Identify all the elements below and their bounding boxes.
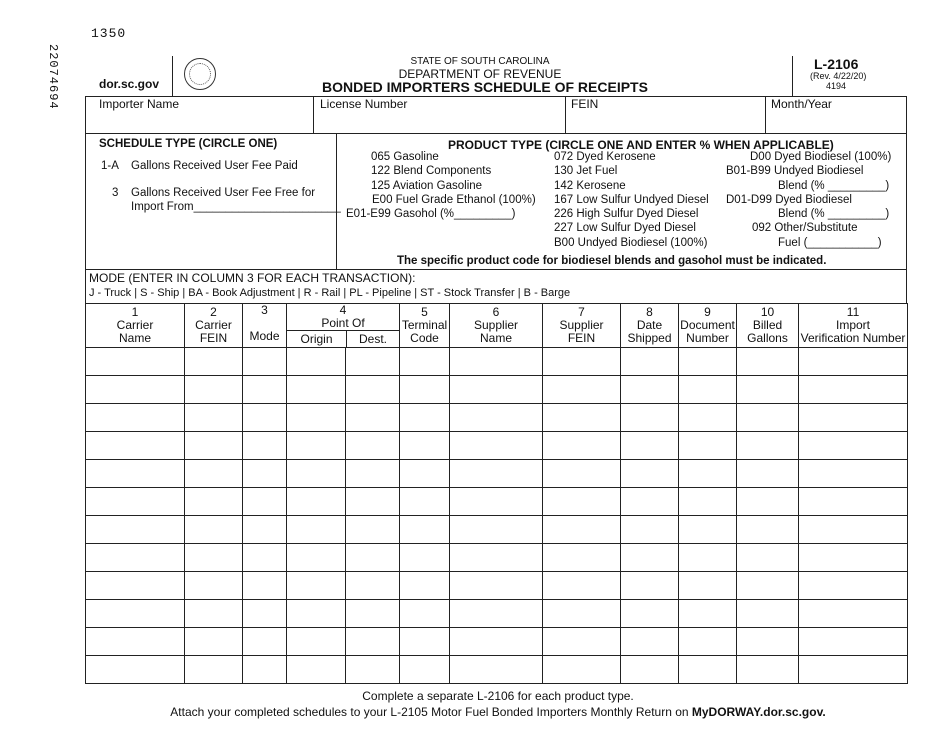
table-cell-input[interactable] <box>243 572 287 600</box>
table-cell-input[interactable] <box>287 432 346 460</box>
table-cell-input[interactable] <box>185 516 243 544</box>
table-cell-input[interactable] <box>679 600 737 628</box>
table-cell-input[interactable] <box>346 460 400 488</box>
product-d00[interactable]: D00 Dyed Biodiesel (100%) <box>750 151 892 163</box>
table-cell-input[interactable] <box>737 628 799 656</box>
table-cell-input[interactable] <box>450 432 543 460</box>
table-cell-input[interactable] <box>450 348 543 376</box>
table-cell-input[interactable] <box>287 572 346 600</box>
table-cell-input[interactable] <box>400 628 450 656</box>
table-row <box>86 460 908 488</box>
table-cell-input[interactable] <box>185 544 243 572</box>
product-122[interactable]: 122 Blend Components <box>371 165 492 177</box>
table-cell-input[interactable] <box>679 628 737 656</box>
table-cell-input[interactable] <box>86 572 185 600</box>
table-cell-input[interactable] <box>450 488 543 516</box>
table-cell-input[interactable] <box>185 376 243 404</box>
table-cell-input[interactable] <box>243 516 287 544</box>
product-e01-e99[interactable]: E01-E99 Gasohol (%_________) <box>346 208 516 220</box>
table-cell-input[interactable] <box>799 600 908 628</box>
form-id: L-2106 <box>814 56 859 72</box>
product-b00[interactable]: B00 Undyed Biodiesel (100%) <box>554 237 708 249</box>
table-cell-input[interactable] <box>185 628 243 656</box>
table-cell-input[interactable] <box>737 404 799 432</box>
month-year-field[interactable]: Month/Year <box>771 97 832 111</box>
table-cell-input[interactable] <box>543 656 621 684</box>
table-cell-input[interactable] <box>799 488 908 516</box>
barcode-number: 22074694 <box>46 44 60 110</box>
product-b01-b99[interactable]: B01-B99 Undyed Biodiesel <box>726 165 864 177</box>
table-cell-input[interactable] <box>543 460 621 488</box>
table-cell-input[interactable] <box>86 376 185 404</box>
table-cell-input[interactable] <box>621 488 679 516</box>
table-cell-input[interactable] <box>86 432 185 460</box>
table-cell-input[interactable] <box>400 376 450 404</box>
col-point-of-header: 4 Point Of Origin Dest. <box>287 304 400 348</box>
table-cell-input[interactable] <box>86 544 185 572</box>
product-226[interactable]: 226 High Sulfur Dyed Diesel <box>554 208 699 220</box>
table-row <box>86 404 908 432</box>
table-cell-input[interactable] <box>400 488 450 516</box>
product-092[interactable]: 092 Other/Substitute <box>752 222 858 234</box>
table-cell-input[interactable] <box>243 376 287 404</box>
table-cell-input[interactable] <box>86 488 185 516</box>
receipts-table <box>85 303 908 684</box>
table-cell-input[interactable] <box>243 404 287 432</box>
mode-heading: MODE (ENTER IN COLUMN 3 FOR EACH TRANSACTION): <box>89 271 416 285</box>
table-cell-input[interactable] <box>243 488 287 516</box>
table-cell-input[interactable] <box>287 460 346 488</box>
table-cell-input[interactable] <box>737 600 799 628</box>
table-cell-input[interactable] <box>346 600 400 628</box>
table-cell-input[interactable] <box>86 516 185 544</box>
table-cell-input[interactable] <box>185 488 243 516</box>
table-row <box>86 656 908 684</box>
schedule-opt2-import-from[interactable]: Import From_______________________ <box>131 201 341 213</box>
table-cell-input[interactable] <box>737 376 799 404</box>
table-cell-input[interactable] <box>799 404 908 432</box>
table-cell-input[interactable] <box>679 348 737 376</box>
table-cell-input[interactable] <box>346 488 400 516</box>
table-cell-input[interactable] <box>621 376 679 404</box>
table-cell-input[interactable] <box>287 600 346 628</box>
table-cell-input[interactable] <box>346 544 400 572</box>
table-cell-input[interactable] <box>621 404 679 432</box>
table-cell-input[interactable] <box>346 516 400 544</box>
table-cell-input[interactable] <box>679 516 737 544</box>
table-cell-input[interactable] <box>543 488 621 516</box>
table-cell-input[interactable] <box>346 572 400 600</box>
table-cell-input[interactable] <box>450 404 543 432</box>
table-cell-input[interactable] <box>621 544 679 572</box>
table-cell-input[interactable] <box>86 656 185 684</box>
col-supplier-name-header: 6 Supplier Name <box>450 304 543 348</box>
table-cell-input[interactable] <box>346 404 400 432</box>
table-cell-input[interactable] <box>185 348 243 376</box>
table-cell-input[interactable] <box>621 572 679 600</box>
state-name: STATE OF SOUTH CAROLINA <box>410 56 550 67</box>
table-cell-input[interactable] <box>737 488 799 516</box>
col-document-number-header: 9 Document Number <box>679 304 737 348</box>
product-e00[interactable]: E00 Fuel Grade Ethanol (100%) <box>372 194 536 206</box>
table-cell-input[interactable] <box>450 572 543 600</box>
table-cell-input[interactable] <box>185 656 243 684</box>
mydorway-link[interactable]: MyDORWAY.dor.sc.gov. <box>691 705 826 719</box>
table-cell-input[interactable] <box>679 656 737 684</box>
table-cell-input[interactable] <box>799 516 908 544</box>
table-cell-input[interactable] <box>679 432 737 460</box>
table-cell-input[interactable] <box>799 460 908 488</box>
product-note: The specific product code for biodiesel blends and gasohol must be indicated. <box>397 255 827 267</box>
table-cell-input[interactable] <box>543 432 621 460</box>
form-code: 1350 <box>91 26 127 41</box>
table-cell-input[interactable] <box>799 544 908 572</box>
table-cell-input[interactable] <box>679 404 737 432</box>
table-row <box>86 516 908 544</box>
table-cell-input[interactable] <box>243 460 287 488</box>
table-cell-input[interactable] <box>450 376 543 404</box>
table-cell-input[interactable] <box>86 404 185 432</box>
table-row <box>86 572 908 600</box>
header-divider-right <box>792 56 793 96</box>
product-072[interactable]: 072 Dyed Kerosene <box>554 151 656 163</box>
table-cell-input[interactable] <box>737 460 799 488</box>
table-cell-input[interactable] <box>621 516 679 544</box>
table-cell-input[interactable] <box>86 348 185 376</box>
mode-codes: J - Truck | S - Ship | BA - Book Adjustment | R - Rail | PL - Pipeline | ST - Stock Transfer | B - Barge <box>89 287 571 299</box>
product-d01-d99[interactable]: D01-D99 Dyed Biodiesel <box>726 194 852 206</box>
table-cell-input[interactable] <box>621 656 679 684</box>
table-cell-input[interactable] <box>679 460 737 488</box>
product-167[interactable]: 167 Low Sulfur Undyed Diesel <box>554 194 709 206</box>
col-date-shipped-header: 8 Date Shipped <box>621 304 679 348</box>
table-cell-input[interactable] <box>400 600 450 628</box>
table-cell-input[interactable] <box>679 572 737 600</box>
table-cell-input[interactable] <box>243 432 287 460</box>
table-cell-input[interactable] <box>450 460 543 488</box>
product-b-blend-pct[interactable]: Blend (% _________) <box>778 180 890 192</box>
table-cell-input[interactable] <box>400 460 450 488</box>
schedule-opt1-code[interactable]: 1-A <box>101 160 119 172</box>
table-cell-input[interactable] <box>287 516 346 544</box>
table-cell-input[interactable] <box>737 572 799 600</box>
schedule-opt2-code[interactable]: 3 <box>112 187 119 199</box>
table-row <box>86 628 908 656</box>
table-row <box>86 376 908 404</box>
table-cell-input[interactable] <box>86 460 185 488</box>
product-d-blend-pct[interactable]: Blend (% _________) <box>778 208 890 220</box>
product-227[interactable]: 227 Low Sulfur Dyed Diesel <box>554 222 696 234</box>
table-cell-input[interactable] <box>737 544 799 572</box>
schedule-opt1-text: Gallons Received User Fee Paid <box>131 160 298 172</box>
table-cell-input[interactable] <box>799 432 908 460</box>
table-cell-input[interactable] <box>679 488 737 516</box>
table-cell-input[interactable] <box>450 544 543 572</box>
form-revision: (Rev. 4/22/20) <box>810 71 867 81</box>
table-row <box>86 488 908 516</box>
col-supplier-fein-header: 7 Supplier FEIN <box>543 304 621 348</box>
table-cell-input[interactable] <box>621 348 679 376</box>
col-carrier-fein-header: 2 Carrier FEIN <box>185 304 243 348</box>
footer-attach-instruction: Attach your completed schedules to your L-2105 Motor Fuel Bonded Importers Monthly Return on MyDORWAY.dor.sc.gov. <box>170 705 826 719</box>
product-125[interactable]: 125 Aviation Gasoline <box>371 180 483 192</box>
table-cell-input[interactable] <box>185 600 243 628</box>
table-cell-input[interactable] <box>400 544 450 572</box>
table-cell-input[interactable] <box>243 656 287 684</box>
table-row <box>86 432 908 460</box>
schedule-opt2-text: Gallons Received User Fee Free for <box>131 187 316 199</box>
product-130[interactable]: 130 Jet Fuel <box>554 165 618 177</box>
table-cell-input[interactable] <box>185 432 243 460</box>
table-cell-input[interactable] <box>346 656 400 684</box>
table-cell-input[interactable] <box>737 432 799 460</box>
form-title: BONDED IMPORTERS SCHEDULE OF RECEIPTS <box>322 79 648 95</box>
table-cell-input[interactable] <box>543 516 621 544</box>
table-cell-input[interactable] <box>543 628 621 656</box>
table-cell-input[interactable] <box>679 544 737 572</box>
table-row <box>86 600 908 628</box>
table-cell-input[interactable] <box>737 656 799 684</box>
table-cell-input[interactable] <box>400 432 450 460</box>
col-mode-header: 3 Mode <box>243 304 287 348</box>
product-type-heading: PRODUCT TYPE (CIRCLE ONE AND ENTER % WHEN APPLICABLE) <box>448 138 834 152</box>
department-name: DEPARTMENT OF REVENUE <box>398 67 562 81</box>
table-cell-input[interactable] <box>287 488 346 516</box>
table-cell-input[interactable] <box>543 348 621 376</box>
col-import-verification-header: 11 Import Verification Number <box>799 304 908 348</box>
table-cell-input[interactable] <box>287 544 346 572</box>
table-cell-input[interactable] <box>400 404 450 432</box>
table-cell-input[interactable] <box>243 600 287 628</box>
product-065[interactable]: 065 Gasoline <box>371 151 439 163</box>
schedule-type-heading: SCHEDULE TYPE (CIRCLE ONE) <box>99 138 278 150</box>
table-cell-input[interactable] <box>679 376 737 404</box>
product-142[interactable]: 142 Kerosene <box>554 180 626 192</box>
table-cell-input[interactable] <box>400 572 450 600</box>
col-carrier-name-header: 1 Carrier Name <box>86 304 185 348</box>
table-row <box>86 348 908 376</box>
table-cell-input[interactable] <box>400 656 450 684</box>
table-cell-input[interactable] <box>243 348 287 376</box>
table-cell-input[interactable] <box>737 348 799 376</box>
table-cell-input[interactable] <box>86 628 185 656</box>
table-cell-input[interactable] <box>621 600 679 628</box>
table-cell-input[interactable] <box>621 460 679 488</box>
table-cell-input[interactable] <box>346 432 400 460</box>
fein-field[interactable]: FEIN <box>571 97 599 111</box>
table-cell-input[interactable] <box>346 628 400 656</box>
table-header-row <box>86 304 908 348</box>
table-cell-input[interactable] <box>450 656 543 684</box>
table-cell-input[interactable] <box>287 656 346 684</box>
website: dor.sc.gov <box>99 77 160 91</box>
table-cell-input[interactable] <box>737 516 799 544</box>
table-cell-input[interactable] <box>621 628 679 656</box>
table-cell-input[interactable] <box>346 348 400 376</box>
table-cell-input[interactable] <box>799 628 908 656</box>
table-cell-input[interactable] <box>799 376 908 404</box>
table-cell-input[interactable] <box>799 656 908 684</box>
table-cell-input[interactable] <box>243 628 287 656</box>
product-other-fuel[interactable]: Fuel (___________) <box>778 237 882 249</box>
col-dest-header: Dest. <box>359 332 388 346</box>
table-cell-input[interactable] <box>287 376 346 404</box>
col-origin-header: Origin <box>287 331 347 347</box>
table-cell-input[interactable] <box>400 516 450 544</box>
col-terminal-code-header: 5 Terminal Code <box>400 304 450 348</box>
table-cell-input[interactable] <box>346 376 400 404</box>
table-cell-input[interactable] <box>799 348 908 376</box>
table-cell-input[interactable] <box>287 628 346 656</box>
table-cell-input[interactable] <box>287 404 346 432</box>
table-cell-input[interactable] <box>243 544 287 572</box>
table-cell-input[interactable] <box>400 348 450 376</box>
table-cell-input[interactable] <box>287 348 346 376</box>
table-cell-input[interactable] <box>185 404 243 432</box>
table-cell-input[interactable] <box>543 600 621 628</box>
table-cell-input[interactable] <box>799 572 908 600</box>
license-number-field[interactable]: License Number <box>320 97 408 111</box>
table-cell-input[interactable] <box>543 404 621 432</box>
col-billed-gallons-header: 10 Billed Gallons <box>737 304 799 348</box>
footer-instruction: Complete a separate L-2106 for each product type. <box>362 689 634 703</box>
table-cell-input[interactable] <box>543 376 621 404</box>
table-row <box>86 544 908 572</box>
table-cell-input[interactable] <box>621 432 679 460</box>
form-number: 4194 <box>826 81 847 91</box>
table-cell-input[interactable] <box>185 572 243 600</box>
table-cell-input[interactable] <box>185 460 243 488</box>
table-cell-input[interactable] <box>543 572 621 600</box>
table-cell-input[interactable] <box>450 600 543 628</box>
importer-name-field[interactable]: Importer Name <box>99 97 180 111</box>
table-cell-input[interactable] <box>450 516 543 544</box>
table-cell-input[interactable] <box>450 628 543 656</box>
table-cell-input[interactable] <box>86 600 185 628</box>
table-cell-input[interactable] <box>543 544 621 572</box>
